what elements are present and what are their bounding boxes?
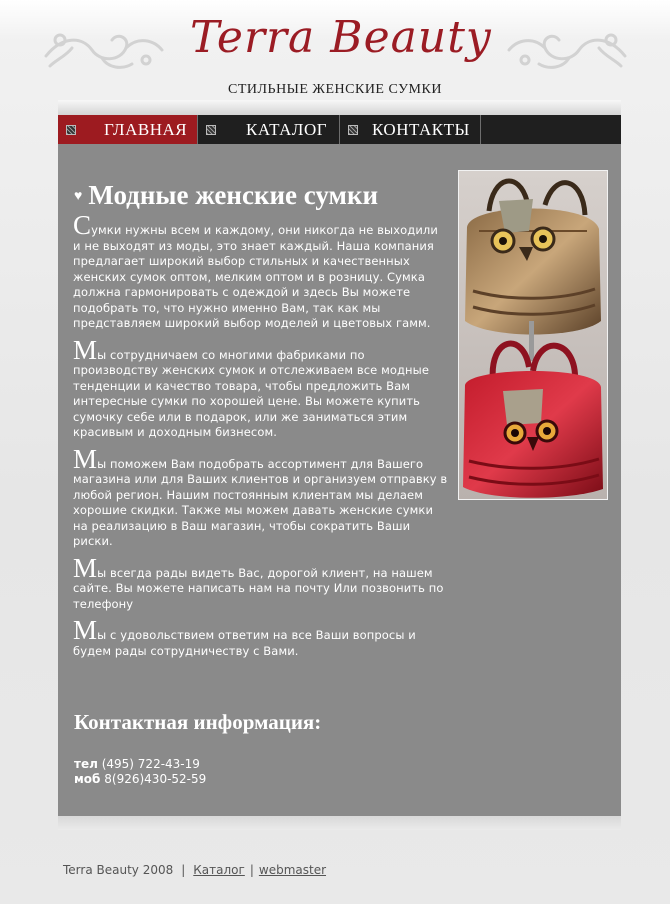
paragraph	[73, 443, 448, 550]
paragraph	[73, 334, 448, 441]
logo-title: Terra Beauty	[190, 12, 492, 63]
paragraph	[73, 615, 448, 659]
paragraph-text: ы всегда рады видеть Вас, дорогой клиент, на нашем сайте. Вы можете написать нам на почту Или позвонить по телефону	[73, 565, 444, 611]
owl-handbags-image	[459, 171, 607, 499]
main-content	[58, 144, 621, 816]
nav-item-label: КАТАЛОГ	[246, 119, 328, 139]
drop-cap: М	[73, 443, 98, 474]
drop-cap: С	[73, 210, 92, 240]
paragraph	[73, 210, 448, 332]
nav-bullet-icon	[348, 125, 358, 135]
drop-cap: М	[73, 334, 98, 365]
bottom-shadow	[58, 816, 621, 830]
paragraph-text: умки нужны всем и каждому, они никогда не выходили и не выходят из моды, это знает каждый. Наша компания предлагает широкий выбор стильных и качественных женских сумок оптом, мелким оптом и в розницу. Сумка должна гармонировать с одеждой и здесь Вы можете подобрать то, что нужно именно Вам, так как мы представляем широкий выбор моделей и цветовых гамм.	[73, 223, 438, 330]
nav-item-label: ГЛАВНАЯ	[104, 119, 188, 139]
header	[0, 0, 670, 115]
heart-icon: ♥	[74, 189, 83, 204]
page-title	[74, 180, 378, 211]
ornament-swirl-left-icon	[42, 26, 168, 74]
footer-separator: |	[249, 863, 254, 877]
phone-line	[74, 757, 200, 771]
page-title-text: Модные женские сумки	[88, 180, 379, 210]
contact-title: Контактная информация:	[74, 710, 322, 734]
paragraph-text: ы с удовольствием ответим на все Ваши вопросы и будем рады сотрудничеству с Вами.	[73, 628, 416, 658]
phone-value: (495) 722-43-19	[101, 757, 200, 771]
drop-cap: М	[73, 615, 98, 645]
article-body	[73, 210, 448, 670]
mobile-line	[74, 772, 206, 786]
nav-item-contacts[interactable]	[340, 115, 481, 144]
paragraph-text: ы поможем Вам подобрать ассортимент для Вашего магазина или для Ваших клиентов и организуем отправку в любой регион. Нашим постоянным клиентам мы делаем хорошие скидки. Также мы можем давать женские сумки на реализацию в Ваш магазин, чтобы сократить Ваши риски.	[73, 456, 448, 548]
main-nav	[58, 115, 621, 144]
paragraph-text: ы сотрудничаем со многими фабриками по производству женских сумок и отслеживаем все модные тенденции и качество товара, чтобы предложить Вам интересные сумки по хорошей цене. Вы можете купить сумочку себе или в подарок, или же заниматься этим красивым и доходным бизнесом.	[73, 347, 430, 439]
nav-bullet-icon	[66, 125, 76, 135]
footer-copyright: Terra Beauty 2008	[63, 863, 174, 877]
nav-item-label: КОНТАКТЫ	[372, 119, 470, 139]
site-logo[interactable]	[190, 8, 492, 97]
footer-webmaster-link[interactable]: webmaster	[258, 863, 327, 877]
nav-item-home[interactable]	[58, 115, 198, 144]
mobile-label: моб	[74, 772, 101, 786]
footer-catalog-link[interactable]: Каталог	[193, 863, 245, 877]
product-photo	[458, 170, 608, 500]
nav-bullet-icon	[206, 125, 216, 135]
top-strip	[58, 100, 621, 115]
logo-subtitle: СТИЛЬНЫЕ ЖЕНСКИЕ СУМКИ	[228, 82, 442, 97]
footer	[63, 863, 326, 877]
phone-label: тел	[74, 757, 98, 771]
drop-cap: М	[73, 552, 98, 583]
ornament-swirl-right-icon	[503, 26, 629, 74]
paragraph	[73, 552, 448, 613]
footer-separator: |	[181, 863, 186, 877]
nav-item-catalog[interactable]	[198, 115, 340, 144]
mobile-value: 8(926)430-52-59	[104, 772, 207, 786]
